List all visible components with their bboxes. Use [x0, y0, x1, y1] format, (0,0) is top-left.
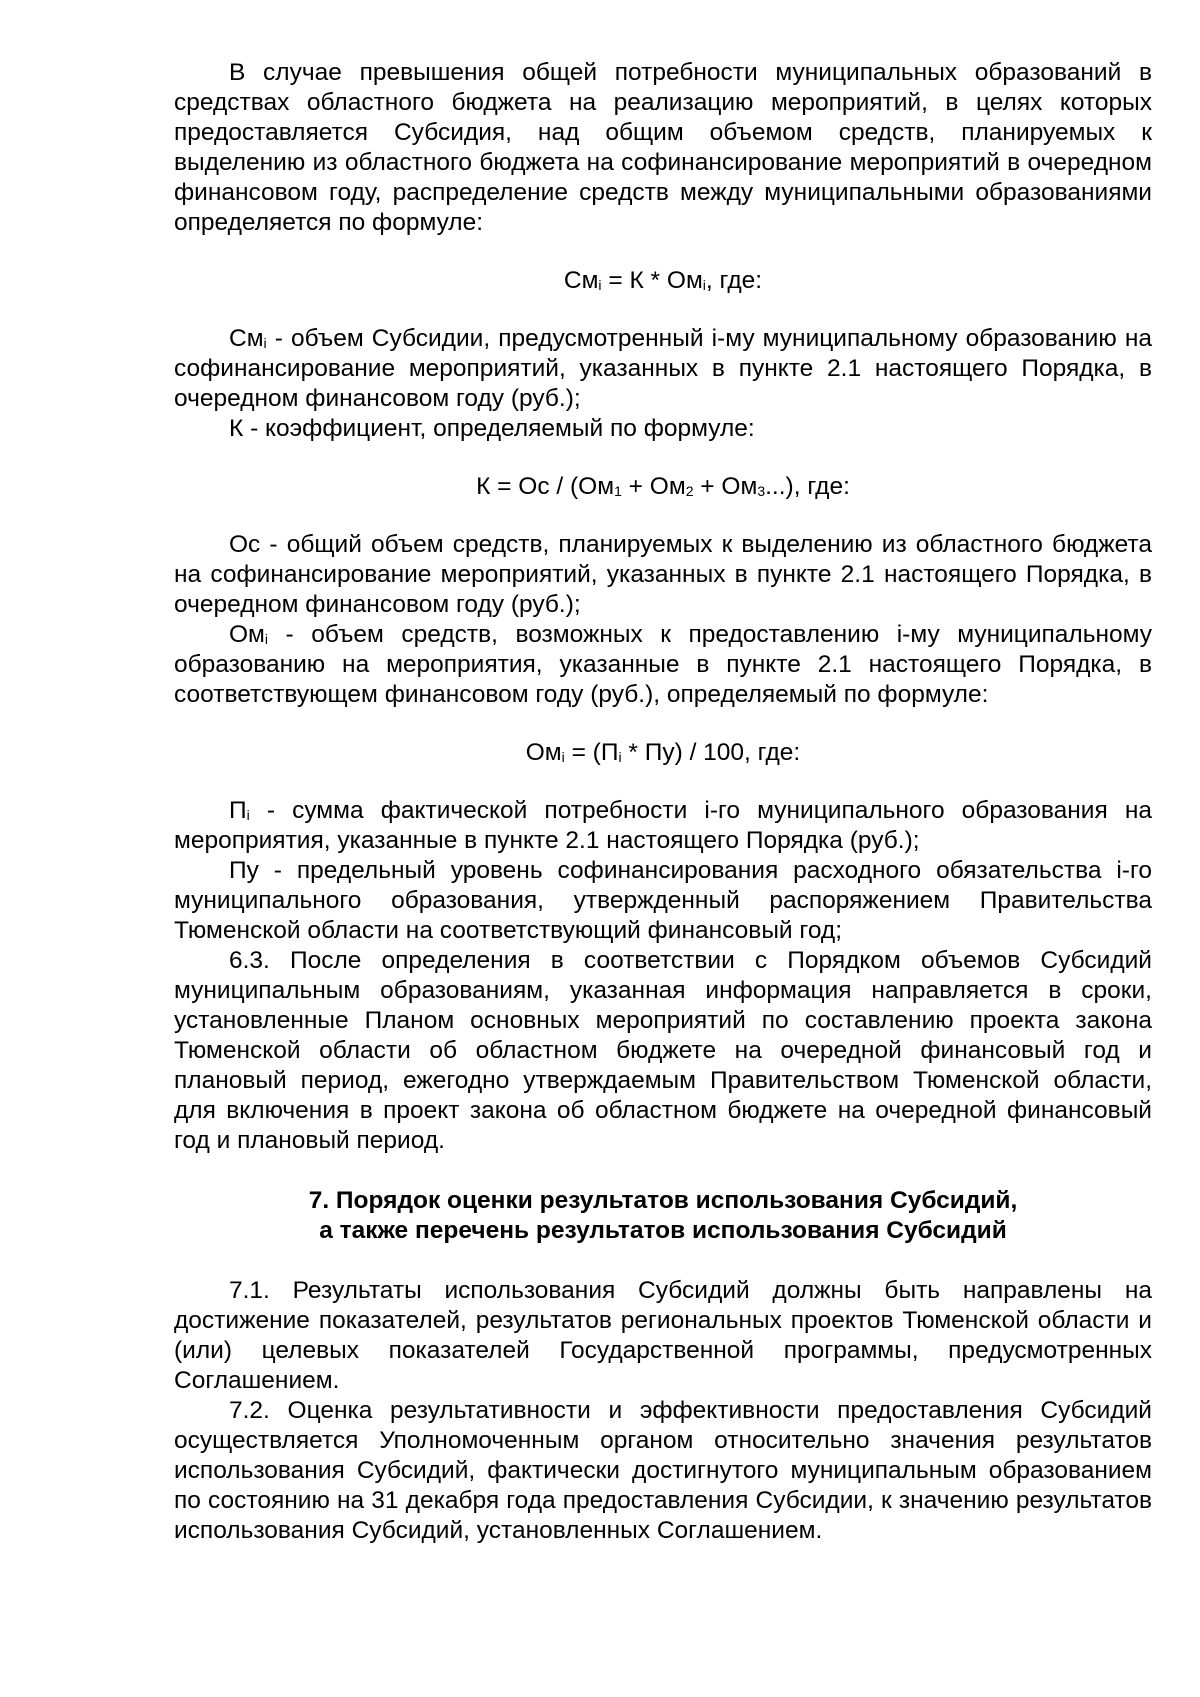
formula-text: , где: [705, 267, 763, 294]
paragraph-total-volume-definition: Ос - общий объем средств, планируемых к выделению из областного бюджета на софинансирование мероприятий, указанных в пункте 2.1 настоящего Порядка, в очередном финансовом году (руб.); [174, 531, 1152, 618]
document-page [174, 58, 1152, 1546]
term-text: П [229, 797, 247, 824]
formula-subsidy [174, 266, 1152, 296]
formula-subscript: i [618, 749, 622, 765]
paragraph-subsidy-definition [174, 324, 1152, 414]
section-7-heading [174, 1186, 1152, 1246]
formula-text: ...), где: [765, 473, 850, 500]
formula-coefficient [174, 472, 1152, 502]
definition-text: - объем средств, возможных к предоставлению i-му муниципальному образованию на мероприятия, указанные в пункте 2.1 настоящего Порядка, в соответствующем финансовом году (руб.), определяемый по формуле: [174, 621, 1152, 708]
formula-subscript: 2 [685, 483, 694, 499]
formula-volume [174, 738, 1152, 768]
formula-text: = К * Ом [601, 267, 703, 294]
formula-text: См [563, 267, 599, 294]
paragraph-need-definition [174, 796, 1152, 856]
formula-text: Ом [525, 739, 562, 766]
formula-subscript: i [561, 749, 565, 765]
paragraph-6-3: 6.3. После определения в соответствии с Порядком объемов Субсидий муниципальным образованиям, указанная информация направляется в сроки, установленные Планом основных мероприятий по составлению проекта закона Тюменской области об областном бюджете на очередной финансовый год и плановый период, ежегодно утверждаемым Правительством Тюменской области, для включения в проект закона об областном бюджете на очередной финансовый год и плановый период. [174, 947, 1152, 1154]
formula-subscript: i [702, 277, 706, 293]
paragraph-volume-definition [174, 620, 1152, 710]
formula-text: + Ом [693, 473, 758, 500]
paragraph-coefficient-definition: К - коэффициент, определяемый по формуле: [229, 415, 755, 442]
term-text: См [229, 325, 264, 352]
term-subscript: i [246, 807, 250, 823]
paragraph-distribution-rule: В случае превышения общей потребности муниципальных образований в средствах областного бюджета на реализацию мероприятий, в целях которых предоставляется Субсидия, над общим объемом средств, планируемых к выделению из областного бюджета на софинансирование мероприятий в очередном финансовом году, распределение средств между муниципальными образованиями определяется по формуле: [174, 59, 1152, 236]
formula-text: + Ом [621, 473, 686, 500]
paragraph-7-1: 7.1. Результаты использования Субсидий должны быть направлены на достижение показателей, результатов региональных проектов Тюменской области и (или) целевых показателей Государственной программы, предусмотренных Соглашением. [174, 1277, 1152, 1394]
paragraph-7-2: 7.2. Оценка результативности и эффективности предоставления Субсидий осуществляется Уполномоченным органом относительно значения результатов использования Субсидий, фактически достигнутого муниципальным образованием по состоянию на 31 декабря года предоставления Субсидии, к значению результатов использования Субсидий, установленных Соглашением. [174, 1397, 1152, 1544]
formula-subscript: i [598, 277, 602, 293]
term-subscript: i [263, 335, 267, 351]
formula-text: * Пу) / 100, где: [621, 739, 801, 766]
definition-text: - сумма фактической потребности i-го муниципального образования на мероприятия, указанные в пункте 2.1 настоящего Порядка (руб.); [174, 797, 1152, 854]
formula-subscript: 3 [757, 483, 766, 499]
section-7-title-line-1: 7. Порядок оценки результатов использования Субсидий, [308, 1187, 1018, 1214]
paragraph-cofinancing-level: Пу - предельный уровень софинансирования расходного обязательства i-го муниципального образования, утвержденный распоряжением Правительства Тюменской области на соответствующий финансовый год; [174, 857, 1152, 944]
formula-subscript: 1 [614, 483, 622, 499]
formula-text: = (П [564, 739, 619, 766]
definition-text: - объем Субсидии, предусмотренный i-му муниципальному образованию на софинансирование мероприятий, указанных в пункте 2.1 настоящего Порядка, в очередном финансовом году (руб.); [174, 325, 1152, 412]
term-text: Ом [229, 621, 265, 648]
term-subscript: i [264, 631, 269, 647]
section-7-title-line-2: а также перечень результатов использования Субсидий [319, 1217, 1007, 1244]
formula-text: К = Ос / (Ом [476, 473, 615, 500]
